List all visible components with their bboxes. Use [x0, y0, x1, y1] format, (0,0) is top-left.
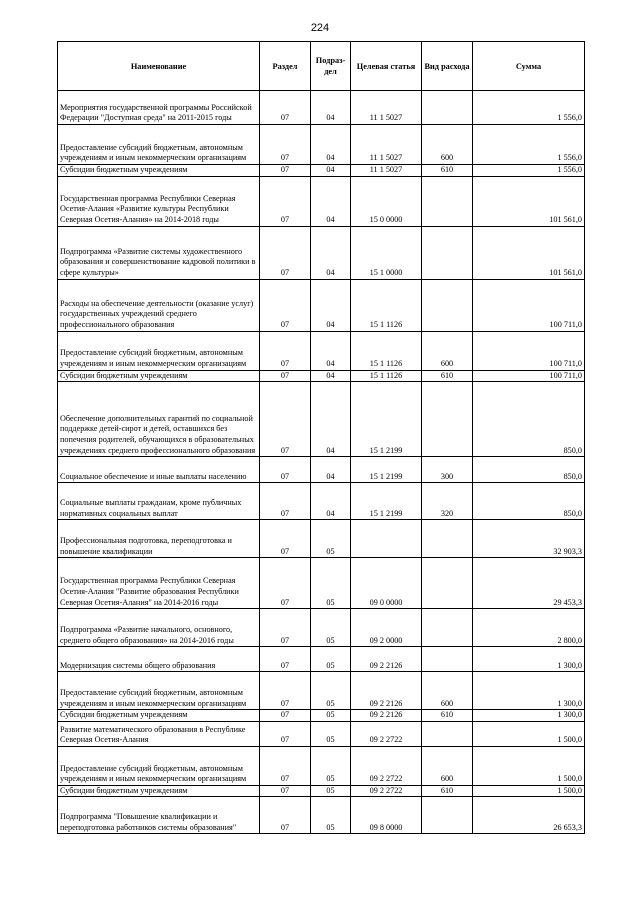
row-subsection: 05	[311, 520, 351, 558]
row-target: 15 1 2199	[351, 457, 422, 483]
header-section: Раздел	[260, 42, 311, 91]
row-name: Расходы на обеспечение деятельности (оказание услуг) государственных учреждений среднего профессионального образования	[58, 279, 260, 331]
row-target: 09 0 0000	[351, 558, 422, 609]
header-name: Наименование	[58, 42, 260, 91]
table-row	[58, 91, 585, 125]
row-section: 07	[260, 558, 311, 609]
row-target: 09 2 2126	[351, 647, 422, 672]
row-subsection: 05	[311, 558, 351, 609]
row-name: Подпрограмма «Развитие начального, основного, среднего общего образования» на 2014-2016 годы	[58, 609, 260, 647]
row-target: 09 2 2126	[351, 710, 422, 722]
row-section: 07	[260, 226, 311, 279]
row-expense-type	[422, 520, 473, 558]
row-expense-type: 610	[422, 710, 473, 722]
header-expense-type: Вид расхода	[422, 42, 473, 91]
table-row	[58, 721, 585, 746]
row-section: 07	[260, 331, 311, 370]
row-name: Предоставление субсидий бюджетным, автономным учреждениям и иным некоммерческим организациям	[58, 746, 260, 785]
budget-table	[57, 41, 585, 834]
row-amount: 850,0	[473, 483, 585, 520]
row-section: 07	[260, 91, 311, 125]
row-section: 07	[260, 746, 311, 785]
table-row	[58, 370, 585, 382]
row-amount: 1 556,0	[473, 125, 585, 165]
table-row	[58, 672, 585, 710]
row-amount: 100 711,0	[473, 370, 585, 382]
row-target: 15 0 0000	[351, 176, 422, 226]
row-section: 07	[260, 785, 311, 797]
row-amount: 1 300,0	[473, 710, 585, 722]
row-amount: 100 711,0	[473, 279, 585, 331]
row-expense-type	[422, 382, 473, 457]
header-subsection: Подраз-дел	[311, 42, 351, 91]
row-expense-type	[422, 721, 473, 746]
row-subsection: 04	[311, 370, 351, 382]
row-name: Развитие математического образования в Республике Северная Осетия-Алания	[58, 721, 260, 746]
row-expense-type	[422, 797, 473, 834]
row-amount: 101 561,0	[473, 176, 585, 226]
row-subsection: 04	[311, 382, 351, 457]
row-subsection: 04	[311, 226, 351, 279]
table-row	[58, 457, 585, 483]
table-row	[58, 746, 585, 785]
row-section: 07	[260, 165, 311, 177]
table-row	[58, 125, 585, 165]
row-amount: 1 300,0	[473, 672, 585, 710]
table-row	[58, 226, 585, 279]
row-target	[351, 520, 422, 558]
row-section: 07	[260, 457, 311, 483]
row-name: Социальное обеспечение и иные выплаты населению	[58, 457, 260, 483]
row-target: 15 1 1126	[351, 279, 422, 331]
table-row	[58, 483, 585, 520]
table-row	[58, 609, 585, 647]
row-subsection: 04	[311, 91, 351, 125]
row-subsection: 05	[311, 746, 351, 785]
table-row	[58, 176, 585, 226]
row-subsection: 05	[311, 797, 351, 834]
row-amount: 850,0	[473, 457, 585, 483]
row-expense-type: 600	[422, 331, 473, 370]
row-target: 09 2 2722	[351, 785, 422, 797]
row-name: Подпрограмма «Развитие системы художественного образования и совершенствование кадровой политики в сфере культуры»	[58, 226, 260, 279]
row-expense-type	[422, 226, 473, 279]
table-row	[58, 785, 585, 797]
table-body	[58, 91, 585, 834]
row-target: 15 1 1126	[351, 331, 422, 370]
row-expense-type	[422, 558, 473, 609]
row-expense-type: 610	[422, 370, 473, 382]
row-subsection: 04	[311, 331, 351, 370]
row-target: 09 8 0000	[351, 797, 422, 834]
row-amount: 29 453,3	[473, 558, 585, 609]
row-name: Государственная программа Республики Северная Осетия-Алания «Развитие культуры Республики Северная Осетия-Алания» на 2014-2018 годы	[58, 176, 260, 226]
row-section: 07	[260, 176, 311, 226]
row-section: 07	[260, 279, 311, 331]
row-section: 07	[260, 647, 311, 672]
row-subsection: 05	[311, 785, 351, 797]
row-subsection: 04	[311, 457, 351, 483]
row-name: Субсидии бюджетным учреждениям	[58, 710, 260, 722]
row-target: 09 2 2126	[351, 672, 422, 710]
row-section: 07	[260, 721, 311, 746]
row-amount: 1 300,0	[473, 647, 585, 672]
row-section: 07	[260, 609, 311, 647]
table-row	[58, 331, 585, 370]
row-name: Предоставление субсидий бюджетным, автономным учреждениям и иным некоммерческим организациям	[58, 331, 260, 370]
row-target: 09 2 2722	[351, 721, 422, 746]
row-name: Модернизация системы общего образования	[58, 647, 260, 672]
row-amount: 1 500,0	[473, 746, 585, 785]
row-section: 07	[260, 797, 311, 834]
row-name: Субсидии бюджетным учреждениям	[58, 165, 260, 177]
row-amount: 26 653,3	[473, 797, 585, 834]
row-section: 07	[260, 370, 311, 382]
row-subsection: 05	[311, 609, 351, 647]
row-target: 11 1 5027	[351, 91, 422, 125]
table-row	[58, 710, 585, 722]
row-amount: 850,0	[473, 382, 585, 457]
table-row	[58, 382, 585, 457]
row-expense-type	[422, 91, 473, 125]
table-row	[58, 647, 585, 672]
row-name: Субсидии бюджетным учреждениям	[58, 785, 260, 797]
row-section: 07	[260, 483, 311, 520]
row-section: 07	[260, 125, 311, 165]
row-name: Субсидии бюджетным учреждениям	[58, 370, 260, 382]
row-name: Подпрограмма "Повышение квалификации и переподготовка работников системы образования"	[58, 797, 260, 834]
row-name: Социальные выплаты гражданам, кроме публичных нормативных социальных выплат	[58, 483, 260, 520]
table-row	[58, 558, 585, 609]
row-amount: 32 903,3	[473, 520, 585, 558]
row-amount: 1 556,0	[473, 91, 585, 125]
row-amount: 1 500,0	[473, 721, 585, 746]
row-expense-type: 300	[422, 457, 473, 483]
row-target: 15 1 2199	[351, 483, 422, 520]
row-expense-type	[422, 279, 473, 331]
header-amount: Сумма	[473, 42, 585, 91]
row-section: 07	[260, 672, 311, 710]
row-target: 11 1 5027	[351, 125, 422, 165]
table-header-row	[58, 42, 585, 91]
row-expense-type: 600	[422, 746, 473, 785]
page-number: 224	[310, 22, 330, 34]
row-target: 15 1 0000	[351, 226, 422, 279]
row-target: 09 2 0000	[351, 609, 422, 647]
row-subsection: 04	[311, 279, 351, 331]
row-target: 09 2 2722	[351, 746, 422, 785]
table-row	[58, 520, 585, 558]
row-name: Профессиональная подготовка, переподготовка и повышение квалификации	[58, 520, 260, 558]
row-expense-type: 320	[422, 483, 473, 520]
row-amount: 2 800,0	[473, 609, 585, 647]
row-subsection: 05	[311, 647, 351, 672]
row-section: 07	[260, 520, 311, 558]
row-target: 15 1 1126	[351, 370, 422, 382]
row-expense-type: 600	[422, 672, 473, 710]
row-section: 07	[260, 710, 311, 722]
row-amount: 1 556,0	[473, 165, 585, 177]
row-target: 15 1 2199	[351, 382, 422, 457]
row-subsection: 04	[311, 176, 351, 226]
row-subsection: 04	[311, 483, 351, 520]
row-name: Государственная программа Республики Северная Осетия-Алания "Развитие образования Республики Северная Осетия-Алания" на 2014-2016 годы	[58, 558, 260, 609]
row-name: Предоставление субсидий бюджетным, автономным учреждениям и иным некоммерческим организациям	[58, 125, 260, 165]
row-section: 07	[260, 382, 311, 457]
row-expense-type	[422, 609, 473, 647]
row-name: Мероприятия государственной программы Российской Федерации "Доступная среда" на 2011-2015 годы	[58, 91, 260, 125]
row-subsection: 05	[311, 672, 351, 710]
row-amount: 100 711,0	[473, 331, 585, 370]
table-row	[58, 279, 585, 331]
row-expense-type	[422, 647, 473, 672]
row-expense-type: 610	[422, 785, 473, 797]
row-expense-type: 610	[422, 165, 473, 177]
row-name: Предоставление субсидий бюджетным, автономным учреждениям и иным некоммерческим организациям	[58, 672, 260, 710]
header-target: Целевая статья	[351, 42, 422, 91]
row-expense-type: 600	[422, 125, 473, 165]
row-subsection: 04	[311, 125, 351, 165]
row-target: 11 1 5027	[351, 165, 422, 177]
row-subsection: 05	[311, 710, 351, 722]
row-name: Обеспечение дополнительных гарантий по социальной поддержке детей-сирот и детей, оставшихся без попечения родителей, обучающихся в образовательных учреждениях среднего профессионального образования	[58, 382, 260, 457]
table-row	[58, 165, 585, 177]
row-amount: 101 561,0	[473, 226, 585, 279]
row-expense-type	[422, 176, 473, 226]
row-subsection: 04	[311, 165, 351, 177]
row-amount: 1 500,0	[473, 785, 585, 797]
table-row	[58, 797, 585, 834]
row-subsection: 05	[311, 721, 351, 746]
